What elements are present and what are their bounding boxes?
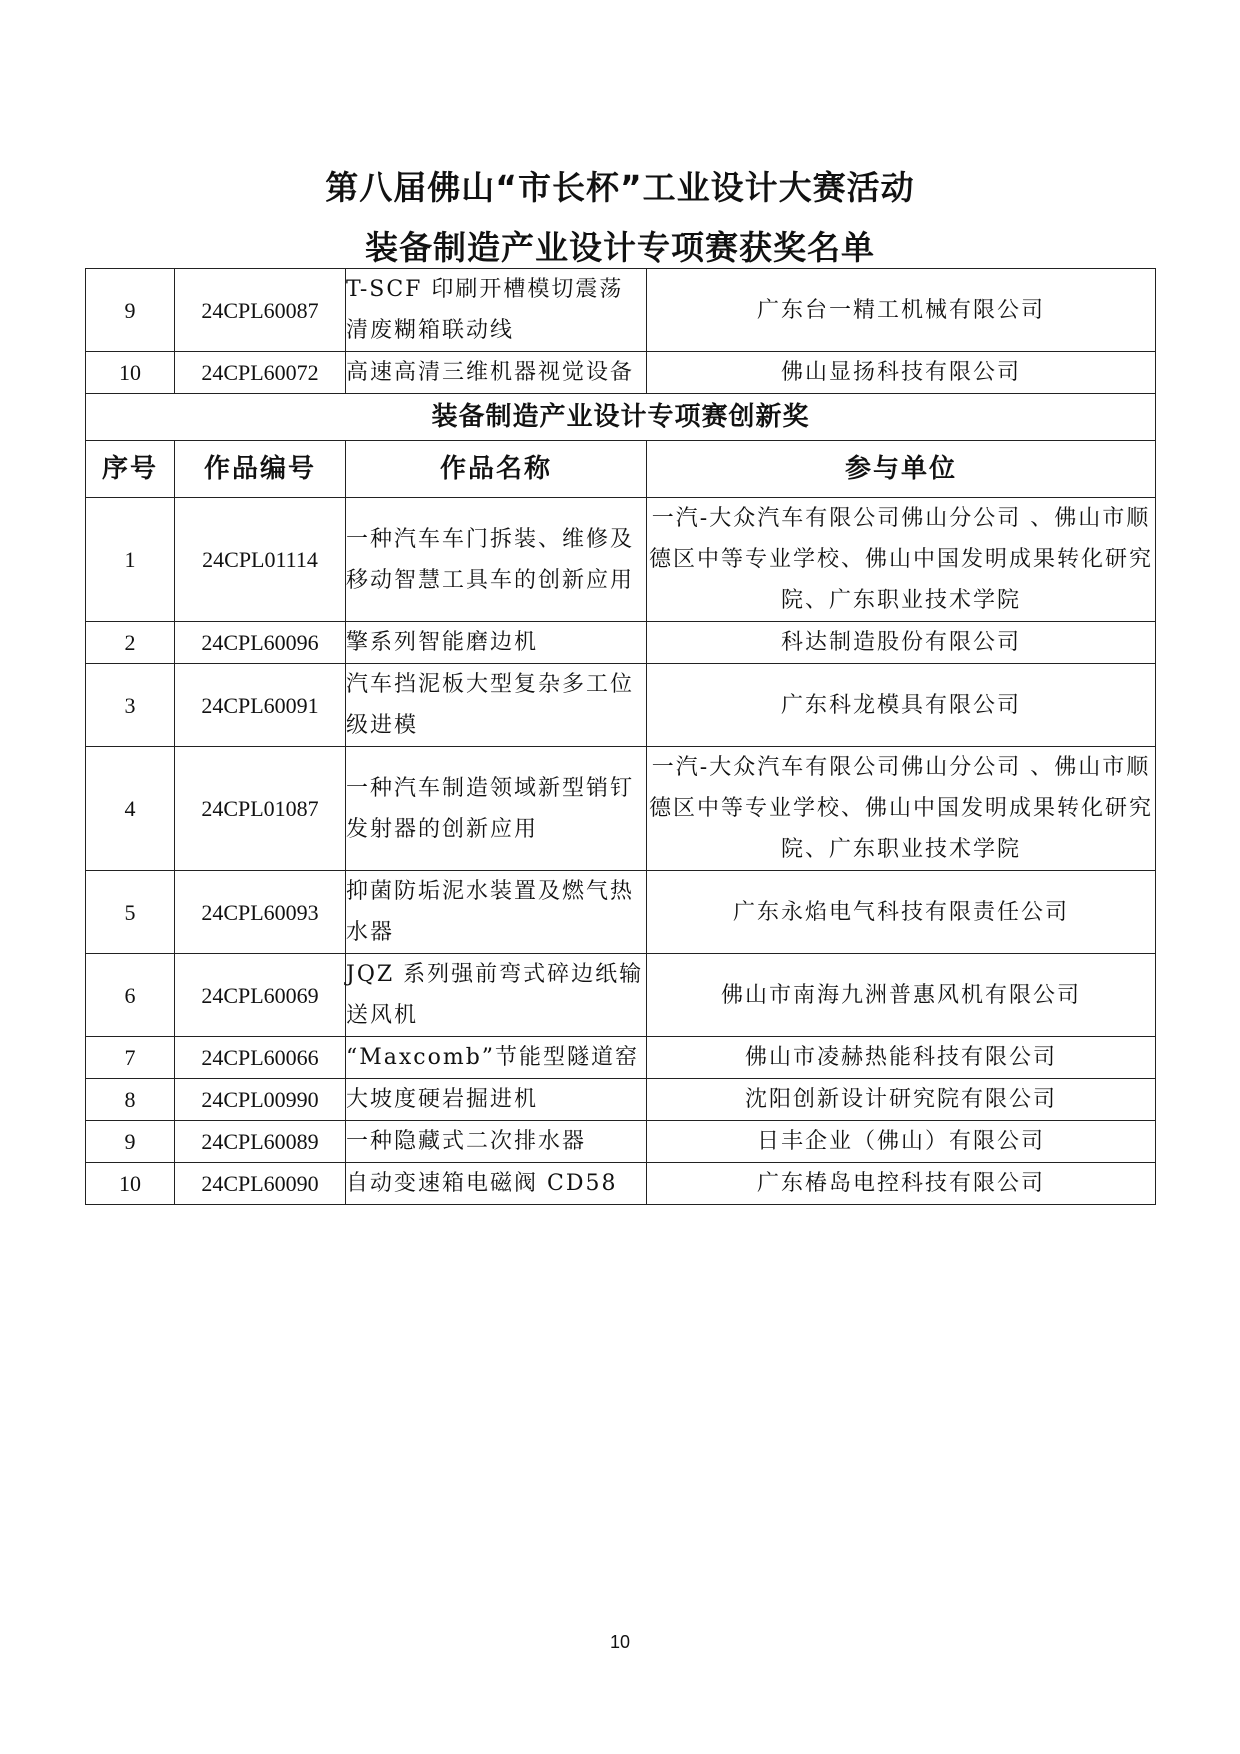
innovation-award-section [86,394,1156,1205]
table-row [86,1163,1156,1205]
table-row [86,498,1156,622]
row-number: 2 [86,622,175,664]
row-unit: 科达制造股份有限公司 [647,622,1156,664]
continued-rows [86,269,1156,394]
row-number: 8 [86,1079,175,1121]
row-work-name: 抑菌防垢泥水装置及燃气热水器 [346,871,647,954]
row-unit: 佛山市凌赫热能科技有限公司 [647,1037,1156,1079]
row-unit: 日丰企业（佛山）有限公司 [647,1121,1156,1163]
row-unit: 沈阳创新设计研究院有限公司 [647,1079,1156,1121]
row-work-name: 大坡度硬岩掘进机 [346,1079,647,1121]
row-unit: 佛山显扬科技有限公司 [647,352,1156,394]
row-code: 24CPL60072 [175,352,346,394]
row-work-name: 汽车挡泥板大型复杂多工位级进模 [346,664,647,747]
row-number: 5 [86,871,175,954]
row-number: 10 [86,1163,175,1205]
row-number: 1 [86,498,175,622]
row-work-name: T-SCF 印刷开槽模切震荡清废糊箱联动线 [346,269,647,352]
table-row [86,954,1156,1037]
row-unit: 广东椿岛电控科技有限公司 [647,1163,1156,1205]
row-number: 9 [86,269,175,352]
table-row [86,664,1156,747]
row-code: 24CPL60069 [175,954,346,1037]
row-code: 24CPL60090 [175,1163,346,1205]
row-code: 24CPL60091 [175,664,346,747]
row-work-name: “Maxcomb”节能型隧道窑 [346,1037,647,1079]
row-number: 9 [86,1121,175,1163]
row-number: 3 [86,664,175,747]
row-work-name: 一种汽车车门拆装、维修及移动智慧工具车的创新应用 [346,498,647,622]
row-code: 24CPL01087 [175,747,346,871]
table-row [86,622,1156,664]
header-no: 序号 [86,441,175,498]
table-row [86,871,1156,954]
row-code: 24CPL01114 [175,498,346,622]
header-unit: 参与单位 [647,441,1156,498]
row-unit: 广东科龙模具有限公司 [647,664,1156,747]
row-number: 6 [86,954,175,1037]
row-unit: 广东永焰电气科技有限责任公司 [647,871,1156,954]
row-work-name: 一种隐藏式二次排水器 [346,1121,647,1163]
row-code: 24CPL60093 [175,871,346,954]
row-work-name: 擎系列智能磨边机 [346,622,647,664]
table-row [86,1121,1156,1163]
section-title-row [86,394,1156,441]
table-row [86,747,1156,871]
row-work-name: JQZ 系列强前弯式碎边纸输送风机 [346,954,647,1037]
row-code: 24CPL60096 [175,622,346,664]
table-row [86,1079,1156,1121]
page-title: 第八届佛山“市长杯”工业设计大赛活动 [325,168,915,207]
page-number: 10 [609,1632,631,1652]
row-unit: 一汽-大众汽车有限公司佛山分公司 、佛山市顺德区中等专业学校、佛山中国发明成果转化研究院、广东职业技术学院 [647,747,1156,871]
row-code: 24CPL60066 [175,1037,346,1079]
row-work-name: 一种汽车制造领域新型销钉发射器的创新应用 [346,747,647,871]
row-code: 24CPL60087 [175,269,346,352]
header-code: 作品编号 [175,441,346,498]
table-header-row [86,441,1156,498]
table-row [86,352,1156,394]
row-code: 24CPL00990 [175,1079,346,1121]
row-unit: 广东台一精工机械有限公司 [647,269,1156,352]
row-unit: 佛山市南海九洲普惠风机有限公司 [647,954,1156,1037]
row-number: 10 [86,352,175,394]
row-unit: 一汽-大众汽车有限公司佛山分公司 、佛山市顺德区中等专业学校、佛山中国发明成果转化研究院、广东职业技术学院 [647,498,1156,622]
table-row [86,269,1156,352]
section-title: 装备制造产业设计专项赛创新奖 [86,394,1156,441]
header-name: 作品名称 [346,441,647,498]
row-number: 4 [86,747,175,871]
awards-table [85,268,1156,1205]
table-row [86,1037,1156,1079]
row-work-name: 自动变速箱电磁阀 CD58 [346,1163,647,1205]
row-number: 7 [86,1037,175,1079]
page-subtitle: 装备制造产业设计专项赛获奖名单 [365,228,875,267]
row-work-name: 高速高清三维机器视觉设备 [346,352,647,394]
row-code: 24CPL60089 [175,1121,346,1163]
